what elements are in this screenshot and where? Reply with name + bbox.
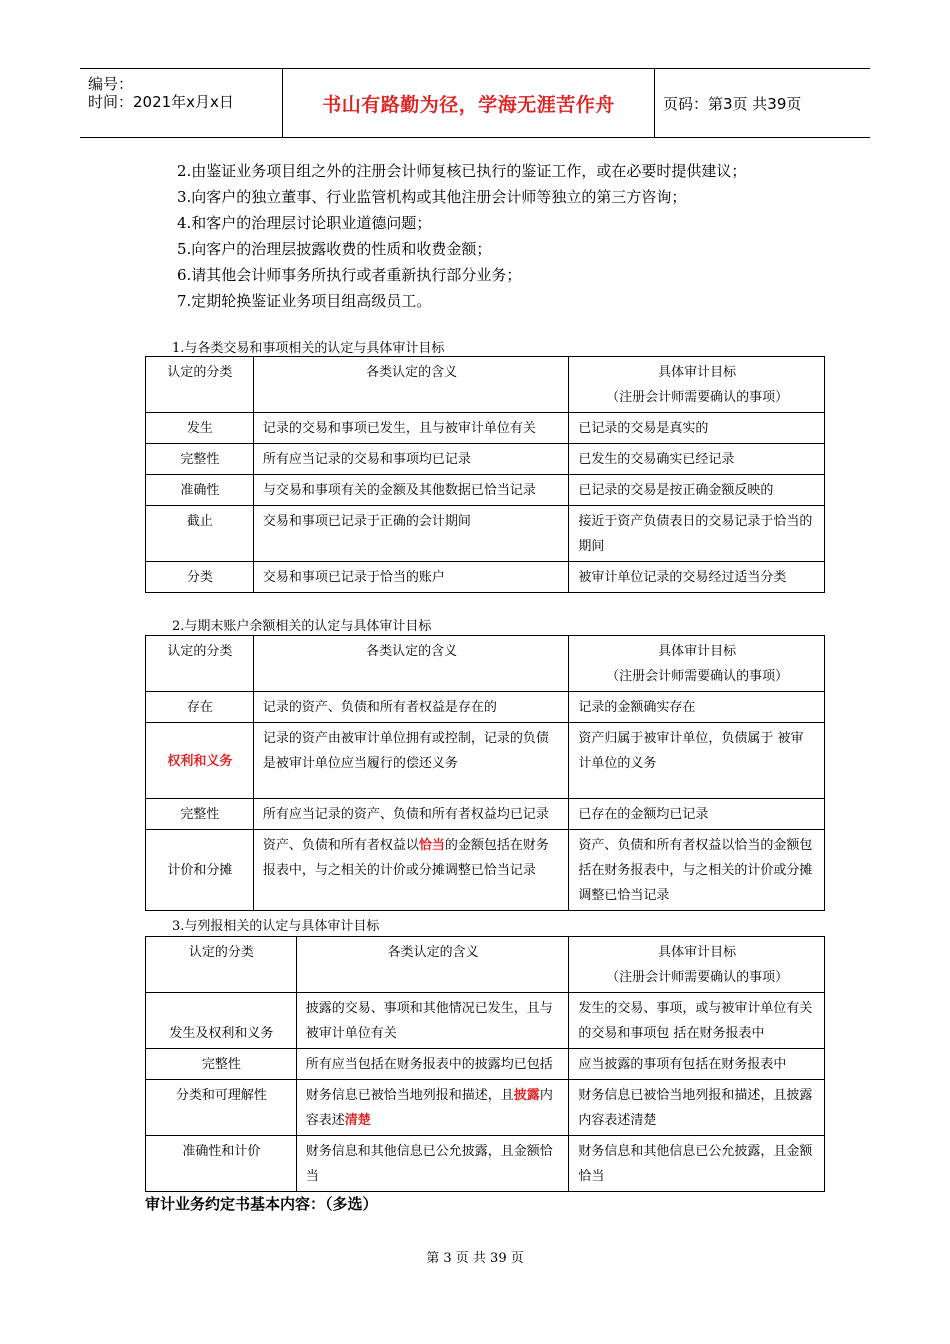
header-motto-cell: [283, 69, 655, 137]
meaning-text: 的金额包括在财务报表中，与之相关的计价或分摊调整已恰当记录: [262, 838, 549, 878]
objective-cell: 资产、负债和所有者权益以恰当的金额包括在财务报表中，与之相关的计价或分摊调整已恰当记录: [569, 830, 825, 911]
table-row: [146, 562, 825, 593]
header-cell: 认定的分类: [146, 357, 254, 413]
header-cell-title: 具体审计目标: [658, 644, 737, 659]
meaning-text: 资产、负债和所有者权益以: [262, 838, 419, 853]
meaning-cell: 所有应当记录的资产、负债和所有者权益均已记录: [253, 799, 569, 830]
category-cell: 权利和义务: [146, 723, 254, 799]
table1-caption: 1.与各类交易和事项相关的认定与具体审计目标: [172, 341, 445, 356]
meaning-cell: 记录的资产、负债和所有者权益是存在的: [253, 692, 569, 723]
header-cell-subtitle: （注册会计师需要确认的事项）: [606, 669, 789, 684]
table-row: [146, 444, 825, 475]
list-item: 7.定期轮换鉴证业务项目组高级员工。: [177, 292, 432, 310]
category-cell: 准确性: [146, 475, 254, 506]
page-header: [80, 68, 870, 138]
highlight-text: 清楚: [344, 1113, 371, 1128]
table2-caption: 2.与期末账户余额相关的认定与具体审计目标: [172, 619, 432, 634]
list-item: 4.和客户的治理层讨论职业道德问题；: [177, 214, 432, 232]
table-row: [146, 506, 825, 562]
table-header-row: [146, 357, 825, 413]
objective-cell: 发生的交易、事项，或与被审计单位有关的交易和事项包 括在财务报表中: [569, 993, 825, 1049]
meaning-cell: 记录的资产由被审计单位拥有或控制，记录的负债是被审计单位应当履行的偿还义务: [253, 723, 569, 799]
table-row: [146, 723, 825, 799]
header-meta-cell: [80, 69, 283, 137]
category-cell: 发生及权利和义务: [146, 993, 297, 1049]
meaning-cell: 所有应当包括在财务报表中的披露均已包括: [296, 1049, 569, 1080]
meaning-text: 内容表述: [305, 1088, 553, 1128]
header-cell: [569, 357, 825, 413]
header-cell-title: 具体审计目标: [658, 945, 737, 960]
header-cell-subtitle: （注册会计师需要确认的事项）: [606, 390, 789, 405]
table-header-row: [146, 636, 825, 692]
objective-cell: 被审计单位记录的交易经过适当分类: [569, 562, 825, 593]
date-label: 时间：2021年x月x日: [88, 93, 234, 111]
list-item: 3.向客户的独立董事、行业监管机构或其他注册会计师等独立的第三方咨询；: [177, 188, 687, 206]
table-row: [146, 1136, 825, 1192]
objective-cell: 已存在的金额均已记录: [569, 799, 825, 830]
table-row: [146, 830, 825, 911]
meaning-cell: [296, 1080, 569, 1136]
table-row: [146, 1049, 825, 1080]
category-cell: 完整性: [146, 1049, 297, 1080]
category-cell: 完整性: [146, 444, 254, 475]
header-cell-title: 具体审计目标: [658, 365, 737, 380]
category-cell: 完整性: [146, 799, 254, 830]
meaning-cell: 交易和事项已记录于正确的会计期间: [253, 506, 569, 562]
table-row: [146, 413, 825, 444]
table-row: [146, 799, 825, 830]
objective-cell: 已发生的交易确实已经记录: [569, 444, 825, 475]
objective-cell: 财务信息和其他信息已公允披露，且金额恰当: [569, 1136, 825, 1192]
objective-cell: 资产归属于被审计单位，负债属于 被审计单位的义务: [569, 723, 825, 799]
list-item: 6.请其他会计师事务所执行或者重新执行部分业务；: [177, 266, 522, 284]
number-label: 编号：: [88, 75, 134, 93]
measure-list: [177, 158, 746, 314]
objective-cell: 财务信息已被恰当地列报和描述，且披露内容表述清楚: [569, 1080, 825, 1136]
header-cell: 各类认定的含义: [253, 357, 569, 413]
category-cell: 分类和可理解性: [146, 1080, 297, 1136]
objective-cell: 记录的金额确实存在: [569, 692, 825, 723]
meaning-text: 财务信息已被恰当地列报和描述，且: [305, 1088, 514, 1103]
table1: [145, 356, 825, 593]
table-row: [146, 692, 825, 723]
category-cell: 分类: [146, 562, 254, 593]
objective-cell: 应当披露的事项有包括在财务报表中: [569, 1049, 825, 1080]
meaning-cell: [253, 830, 569, 911]
table-row: [146, 1080, 825, 1136]
objective-cell: 已记录的交易是真实的: [569, 413, 825, 444]
header-cell: 认定的分类: [146, 636, 254, 692]
motto: 书山有路勤为径，学海无涯苦作舟: [322, 93, 615, 116]
table-row: [146, 993, 825, 1049]
category-cell: 发生: [146, 413, 254, 444]
section-title: 审计业务约定书基本内容：（多选）: [145, 1195, 378, 1213]
header-cell: 各类认定的含义: [253, 636, 569, 692]
list-item: 5.向客户的治理层披露收费的性质和收费金额；: [177, 240, 492, 258]
category-cell: 计价和分摊: [146, 830, 254, 911]
table2: [145, 635, 825, 911]
page-footer: 第 3 页 共 39 页: [426, 1251, 524, 1266]
highlight-text: 恰当: [418, 838, 445, 853]
table-header-row: [146, 937, 825, 993]
meaning-cell: 披露的交易、事项和其他情况已发生，且与被审计单位有关: [296, 993, 569, 1049]
objective-cell: 已记录的交易是按正确金额反映的: [569, 475, 825, 506]
highlight-text: 披露: [513, 1088, 540, 1103]
table3: [145, 936, 825, 1192]
meaning-cell: 所有应当记录的交易和事项均已记录: [253, 444, 569, 475]
meaning-cell: 财务信息和其他信息已公允披露，且金额恰当: [296, 1136, 569, 1192]
category-cell: 准确性和计价: [146, 1136, 297, 1192]
category-cell: 截止: [146, 506, 254, 562]
meaning-cell: 与交易和事项有关的金额及其他数据已恰当记录: [253, 475, 569, 506]
meaning-cell: 记录的交易和事项已发生，且与被审计单位有关: [253, 413, 569, 444]
header-page-cell: [655, 69, 870, 137]
page-info: 页码：第3页 共39页: [663, 94, 802, 113]
list-item: 2.由鉴证业务项目组之外的注册会计师复核已执行的鉴证工作，或在必要时提供建议；: [177, 162, 747, 180]
header-cell: [569, 636, 825, 692]
header-cell: 认定的分类: [146, 937, 297, 993]
meaning-cell: 交易和事项已记录于恰当的账户: [253, 562, 569, 593]
objective-cell: 接近于资产负债表日的交易记录于恰当的期间: [569, 506, 825, 562]
category-cell: 存在: [146, 692, 254, 723]
table-row: [146, 475, 825, 506]
table3-caption: 3.与列报相关的认定与具体审计目标: [172, 919, 380, 934]
header-cell-subtitle: （注册会计师需要确认的事项）: [606, 970, 789, 985]
header-cell: [569, 937, 825, 993]
header-cell: 各类认定的含义: [296, 937, 569, 993]
